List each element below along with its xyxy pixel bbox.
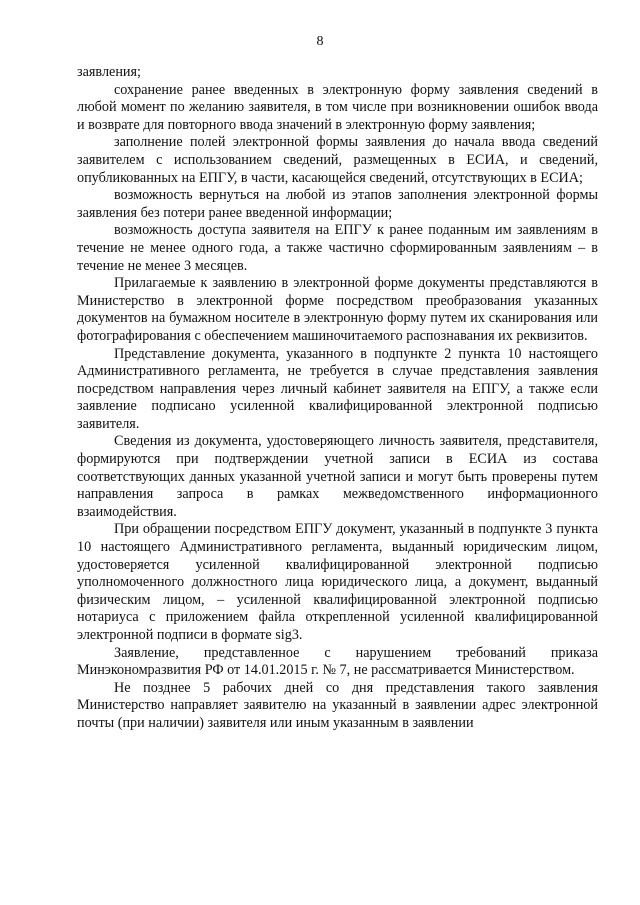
- paragraph: Прилагаемые к заявлению в электронной форме документы представляются в Министерство в электронной форме посредством преобразования указанных документов на бумажном носителе в электронную форму путем их сканирования или фотографирования с обеспечением машиночитаемого распознавания их реквизитов.: [77, 275, 598, 344]
- paragraph: возможность доступа заявителя на ЕПГУ к ранее поданным им заявлениям в течение не менее одного года, а также частично сформированным заявлениям – в течение не менее 3 месяцев.: [77, 222, 598, 274]
- paragraph: заполнение полей электронной формы заявления до начала ввода сведений заявителем с использованием сведений, размещенных в ЕСИА, и сведений, опубликованных на ЕПГУ, в части, касающейся сведений, отсутствующих в ЕСИА;: [77, 134, 598, 186]
- paragraph: Сведения из документа, удостоверяющего личность заявителя, представителя, формируются при подтверждении учетной записи в ЕСИА из состава соответствующих данных указанной учетной записи и могут быть проверены путем направления запроса в рамках межведомственного информационного взаимодействия.: [77, 433, 598, 520]
- paragraph: Представление документа, указанного в подпункте 2 пункта 10 настоящего Административного регламента, не требуется в случае представления заявления посредством направления через личный кабинет заявителя на ЕПГУ, а также если заявление подписано усиленной квалифицированной электронной подписью заявителя.: [77, 345, 598, 432]
- paragraph-continuation: заявления;: [77, 64, 141, 80]
- paragraph: сохранение ранее введенных в электронную форму заявления сведений в любой момент по желанию заявителя, в том числе при возникновении ошибок ввода и возврате для повторного ввода значений в электронную форму заявления;: [77, 81, 598, 133]
- page-number: 8: [316, 34, 324, 49]
- paragraph: При обращении посредством ЕПГУ документ, указанный в подпункте 3 пункта 10 настоящего Административного регламента, выданный юридическим лицом, удостоверяется усиленной квалифицированной электронной подписью уполномоченного должностного лица юридического лица, а документ, выданный физическим лицом, – усиленной квалифицированной электронной подписью нотариуса с приложением файла открепленной усиленной квалифицированной электронной подписи в формате sig3.: [77, 521, 598, 643]
- paragraph: возможность вернуться на любой из этапов заполнения электронной формы заявления без потери ранее введенной информации;: [77, 187, 598, 221]
- paragraph: Не позднее 5 рабочих дней со дня представления такого заявления Министерство направляет заявителю на указанный в заявлении адрес электронной почты (при наличии) заявителя или иным указанным в заявлении: [77, 679, 598, 731]
- document-body: [77, 64, 598, 733]
- paragraph: Заявление, представленное с нарушением требований приказа Минэкономразвития РФ от 14.01.2015 г. № 7, не рассматривается Министерством.: [77, 644, 598, 679]
